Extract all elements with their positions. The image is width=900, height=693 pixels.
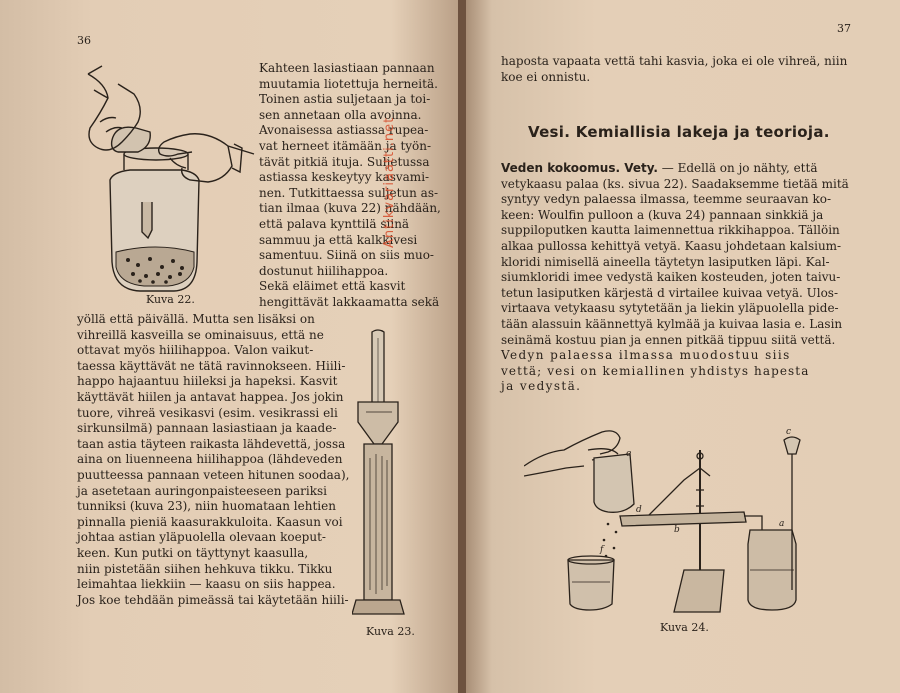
text-line: Toinen astia suljetaan ja toi-	[259, 92, 431, 107]
text-line: samentuu. Siinä on siis muo-	[259, 248, 434, 263]
svg-text:b: b	[674, 525, 680, 535]
svg-text:e: e	[626, 449, 632, 459]
svg-text:c: c	[786, 427, 792, 437]
text-line: nen. Tutkittaessa suljetun as-	[259, 185, 439, 200]
text-line: kloridi nimisellä aineella täytetyn lasiputken läpi. Kal-	[501, 254, 830, 269]
text-line: ottavat myös hiilihappoa. Valon vaikut-	[77, 343, 314, 358]
text-line: dostunut hiilihappoa.	[259, 263, 389, 278]
left-lower-paragraph	[77, 312, 352, 608]
text-line: Jos koe tehdään pimeässä tai käytetään hiili-	[77, 592, 349, 607]
svg-text:f: f	[600, 545, 604, 555]
text-line: alkaa pullossa kehittyä vetyä. Kaasu johdetaan kalsium-	[501, 238, 842, 253]
text-line: vetykaasu palaa (ks. sivua 22). Saadaksemme tietää mitä	[501, 176, 849, 191]
text-line: suppiloputken kautta laimennettua rikkihappoa. Tällöin	[501, 223, 840, 238]
text-line: pinnalla pieniä kaasurakkuloita. Kaasun voi	[77, 514, 343, 529]
figure-23-caption: Kuva 23.	[366, 625, 415, 638]
svg-text:d: d	[636, 505, 642, 515]
right-main-paragraph	[501, 161, 861, 395]
text-line: käyttävät hiilen ja antavat happea. Jos jokin	[77, 389, 344, 404]
text-line: tian ilmaa (kuva 22) nähdään,	[259, 201, 441, 216]
section-heading: Vesi. Kemiallisia lakeja ja teorioja.	[528, 123, 830, 141]
text-line: leimahtaa liekkiin — kaasu on siis happea.	[77, 577, 336, 592]
text-line: Avonaisessa astiassa rupea-	[259, 123, 429, 138]
text-line: tetun lasiputken kärjestä d virtailee kuivaa vetyä. Ulos-	[501, 285, 839, 300]
text-line: Kahteen lasiastiaan pannaan	[259, 61, 435, 75]
left-upper-paragraph	[259, 61, 441, 311]
text-line: hengittävät lakkaamatta sekä	[259, 294, 440, 309]
figure-22-illustration	[78, 62, 256, 294]
text-line: sen annetaan olla avoinna.	[259, 107, 422, 122]
watermark-text: Antikvariaatti.net	[382, 116, 397, 248]
text-line: vihreillä kasveilla se ominaisuus, että ne	[77, 327, 324, 342]
figure-22-caption: Kuva 22.	[146, 293, 195, 306]
text-line: sirkunsilmä) pannaan lasiastiaan ja kaade-	[77, 421, 337, 436]
text-line: että palava kynttilä siinä	[259, 216, 410, 231]
text-line: koe ei onnistu.	[501, 69, 591, 84]
text-line: haposta vapaata vettä tahi kasvia, joka ei ole vihreä, niin	[501, 54, 848, 68]
figure-24-caption: Kuva 24.	[660, 621, 709, 634]
text-line: siumkloridi imee vedystä kaiken kosteuden, joten taivu-	[501, 270, 841, 285]
text-line: happo hajaantuu hiileksi ja hapeksi. Kasvit	[77, 374, 338, 389]
text-line: seinämä kostuu pian ja ennen pitkää tippuu siitä vettä.	[501, 332, 836, 347]
left-page-number: 36	[77, 34, 91, 47]
text-line: puutteessa pannaan veteen hitunen soodaa),	[77, 467, 350, 482]
svg-text:a: a	[779, 519, 785, 529]
text-line: taessa käyttävät ne tätä ravinnokseen. Hiili-	[77, 358, 346, 373]
text-line: vettä; vesi on kemiallinen yhdistys hapesta	[501, 363, 810, 378]
right-page	[466, 0, 900, 693]
text-line: keen. Kun putki on täyttynyt kaasulla,	[77, 545, 309, 560]
text-line: tunniksi (kuva 23), niin huomataan lehtien	[77, 499, 336, 514]
subheading: Veden kokoomus. Vety.	[501, 161, 658, 175]
text-line: syntyy vedyn palaessa ilmassa, teemme seuraavan ko-	[501, 192, 832, 207]
text-line: virtaava vetykaasu sytytetään ja liekin yläpuolella pide-	[501, 301, 839, 316]
text-line: tuore, vihreä vesikasvi (esim. vesikrassi eli	[77, 405, 338, 420]
text-line: tään alassuin käännettyä kylmää ja kuivaa lasia e. Lasin	[501, 316, 843, 331]
text-line: vat herneet itämään ja työn-	[259, 138, 432, 153]
subheading-continuation: — Edellä on jo nähty, että	[657, 161, 818, 175]
text-line: aina on liuenneena hiilihappoa (lähdeveden	[77, 452, 343, 467]
text-line: ja asetetaan auringonpaisteeseen pariksi	[77, 483, 327, 498]
text-line: astiassa keskeytyy kasvami-	[259, 170, 430, 185]
text-line: keen: Woulfin pulloon a (kuva 24) pannaan sinkkiä ja	[501, 207, 824, 222]
text-line: muutamia liotettuja herneitä.	[259, 76, 438, 91]
text-line: Vedyn palaessa ilmassa muodostuu siis	[501, 348, 791, 363]
right-page-number: 37	[837, 22, 851, 35]
text-line: tävät pitkiä ituja. Suljetussa	[259, 154, 430, 169]
right-top-paragraph	[501, 54, 859, 85]
text-line	[501, 161, 861, 177]
text-line: johtaa astian yläpuolella olevaan koeput-	[77, 530, 326, 545]
figure-23-illustration	[352, 328, 408, 626]
figure-24-illustration	[524, 420, 834, 620]
text-line: niin pistetään siihen hehkuva tikku. Tikku	[77, 561, 333, 576]
text-line: Sekä eläimet että kasvit	[259, 279, 406, 294]
text-line: taan astia täyteen raikasta lähdevettä, jossa	[77, 436, 346, 451]
text-line: sammuu ja että kalkkivesi	[259, 232, 418, 247]
text-line: yöllä että päivällä. Mutta sen lisäksi on	[77, 312, 315, 326]
text-line: ja vedystä.	[501, 379, 582, 394]
